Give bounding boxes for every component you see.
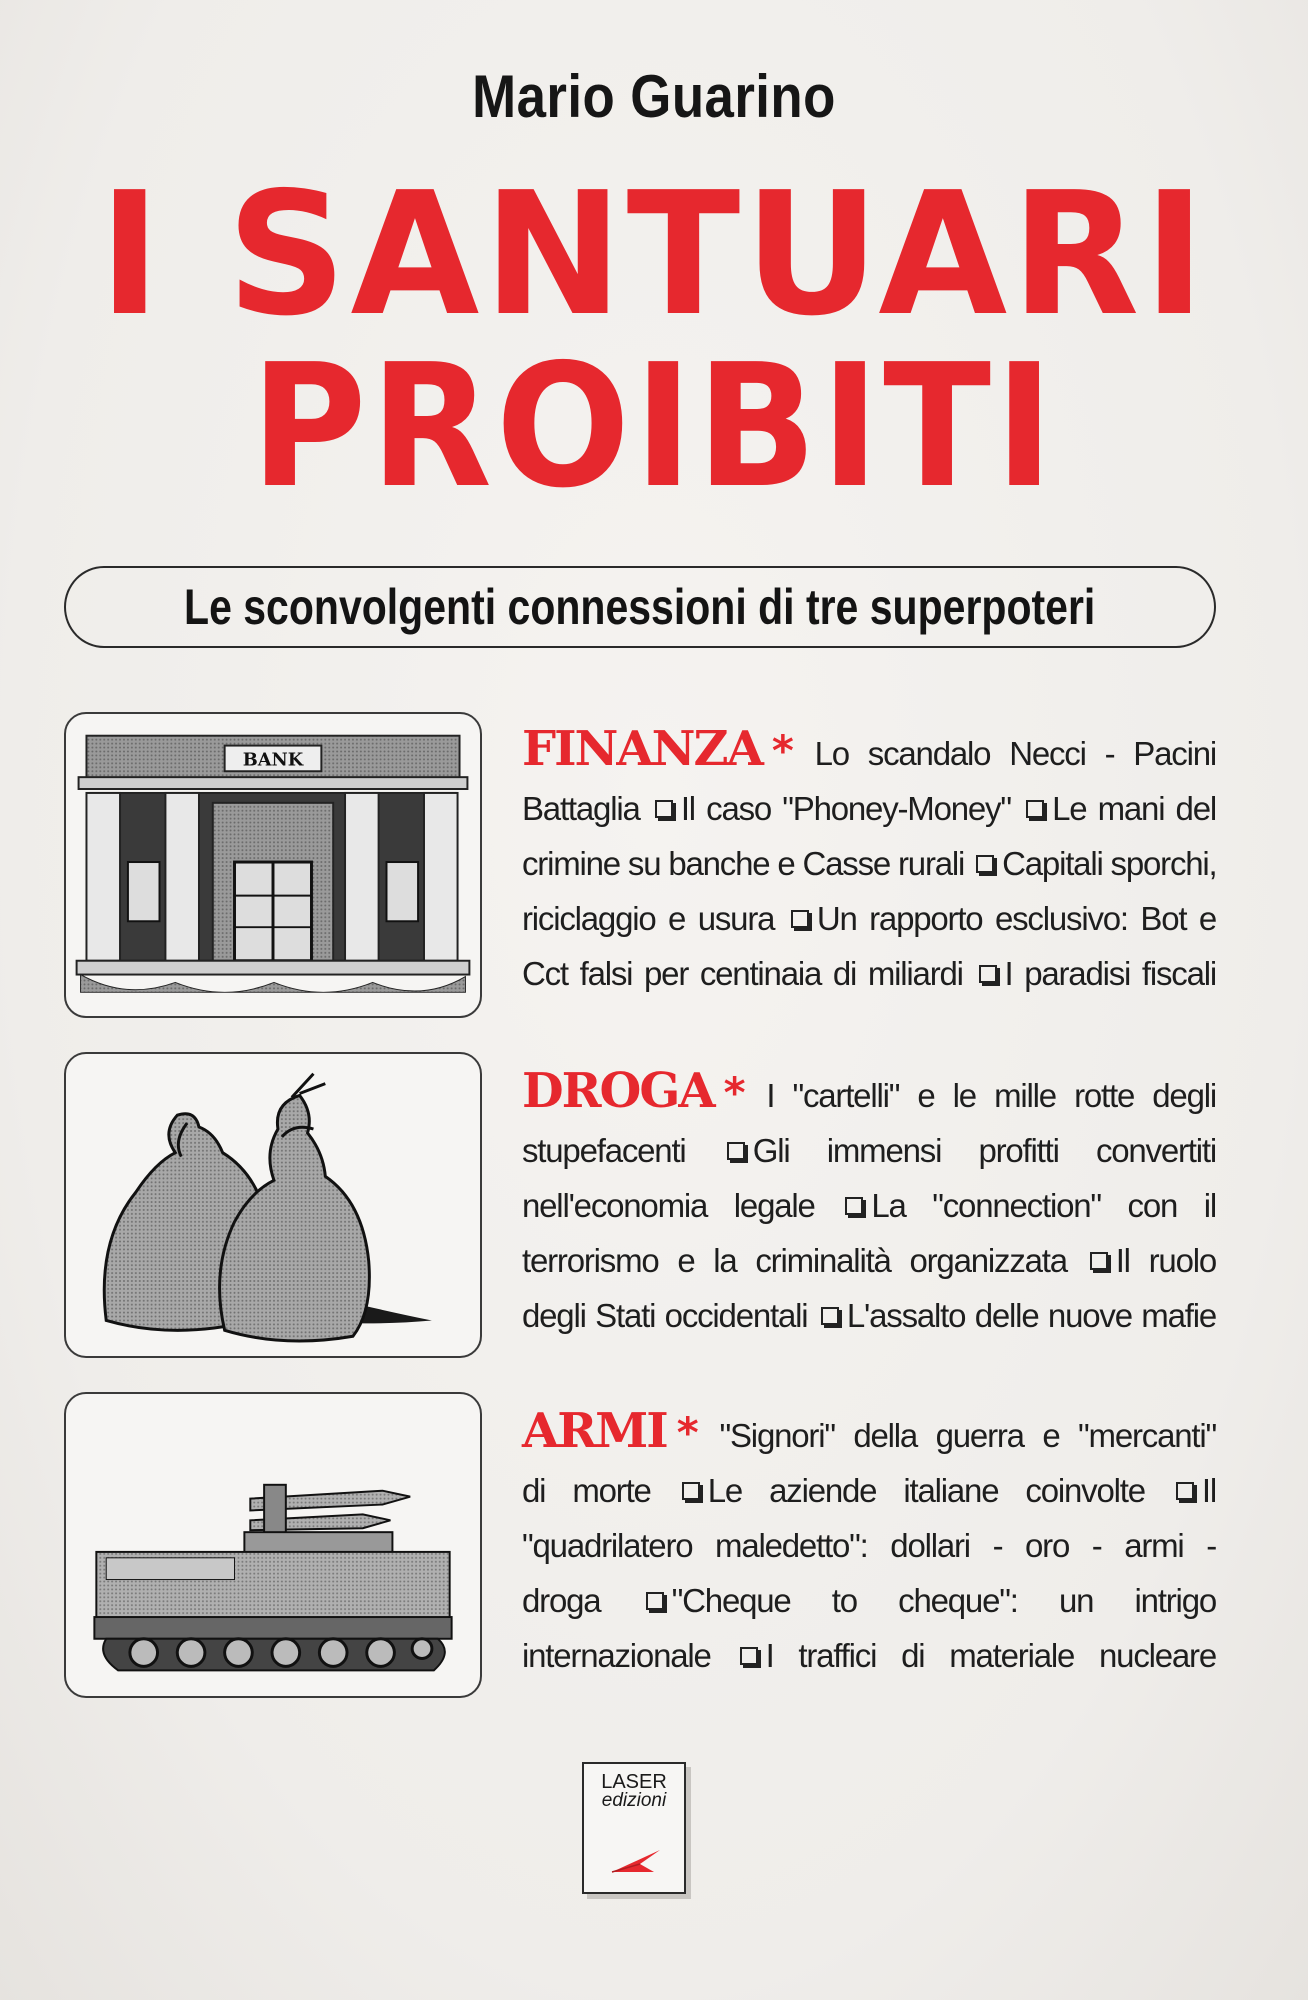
section-line	[522, 1404, 1216, 1463]
publisher-logo	[582, 1762, 686, 1894]
text-segment: Le aziende italiane coinvolte	[707, 1472, 1145, 1509]
section-heading: ARMI	[522, 1403, 667, 1459]
text-segment: Gli immensi profitti convertiti	[752, 1132, 1216, 1169]
section-line	[522, 1178, 1216, 1233]
section-line	[522, 1233, 1216, 1288]
box-bullet-icon	[821, 1307, 839, 1325]
section-droga-text	[522, 1064, 1216, 1343]
asterisk-icon: *	[723, 1068, 745, 1117]
arrow-icon	[610, 1842, 662, 1880]
text-segment: internazionale	[522, 1637, 711, 1674]
section-line	[522, 1573, 1216, 1628]
missile-launcher-icon	[66, 1394, 480, 1696]
title-line-2: PROIBITI	[250, 328, 1058, 526]
missile-vehicle-illustration	[64, 1392, 482, 1698]
money-sacks-icon	[66, 1054, 480, 1356]
text-segment: "quadrilatero maledetto": dollari - oro - armi -	[522, 1527, 1216, 1564]
box-bullet-icon	[727, 1142, 745, 1160]
publisher-subname: edizioni	[601, 1790, 667, 1811]
box-bullet-icon	[979, 965, 997, 983]
text-segment: Lo scandalo Necci - Pacini	[814, 735, 1216, 772]
section-heading: FINANZA	[522, 721, 762, 777]
section-line	[522, 836, 1216, 891]
text-segment: "Signori" della guerra e "mercanti"	[719, 1417, 1216, 1454]
section-finanza-text	[522, 722, 1216, 1001]
bank-building-icon	[66, 714, 480, 1016]
text-segment: I "cartelli" e le mille rotte degli	[766, 1077, 1216, 1114]
box-bullet-icon	[845, 1197, 863, 1215]
text-segment: "Cheque to cheque": un intrigo	[671, 1582, 1216, 1619]
text-segment: degli Stati occidentali	[522, 1297, 808, 1334]
text-segment: crimine su banche e Casse rurali	[522, 845, 965, 882]
box-bullet-icon	[646, 1592, 664, 1610]
text-segment: Il ruolo	[1115, 1242, 1217, 1279]
text-segment: di morte	[522, 1472, 651, 1509]
text-segment: L'assalto delle nuove mafie	[846, 1297, 1216, 1334]
text-segment: droga	[522, 1582, 601, 1619]
section-line	[522, 1288, 1216, 1343]
text-segment: stupefacenti	[522, 1132, 686, 1169]
section-line	[522, 1463, 1216, 1518]
section-line	[522, 1064, 1216, 1123]
bank-sign: BANK	[242, 749, 304, 771]
publisher-name: LASER	[601, 1771, 667, 1793]
text-segment: I traffici di materiale nucleare	[765, 1637, 1216, 1674]
box-bullet-icon	[740, 1647, 758, 1665]
box-bullet-icon	[791, 910, 809, 928]
text-segment: Il caso "Phoney-Money"	[680, 790, 1011, 827]
text-segment: La "connection" con il	[871, 1187, 1217, 1224]
section-line	[522, 891, 1216, 946]
section-line	[522, 1123, 1216, 1178]
section-armi-text	[522, 1404, 1216, 1683]
section-line	[522, 722, 1216, 781]
text-segment: nell'economia legale	[522, 1187, 815, 1224]
box-bullet-icon	[1026, 800, 1044, 818]
asterisk-icon: *	[676, 1408, 698, 1457]
section-line	[522, 1628, 1216, 1683]
text-segment: Battaglia	[522, 790, 640, 827]
subtitle-frame	[64, 566, 1216, 648]
section-armi	[522, 1404, 1216, 1683]
box-bullet-icon	[976, 855, 994, 873]
section-line	[522, 1518, 1216, 1573]
text-segment: Il	[1201, 1472, 1217, 1509]
text-segment: Un rapporto esclusivo: Bot e	[816, 900, 1217, 937]
box-bullet-icon	[682, 1482, 700, 1500]
sacks-illustration	[64, 1052, 482, 1358]
subtitle: Le sconvolgenti connessioni di tre superpoteri	[184, 579, 1096, 635]
section-droga	[522, 1064, 1216, 1343]
text-segment: Le mani del	[1052, 790, 1216, 827]
section-line	[522, 946, 1216, 1001]
section-heading: DROGA	[522, 1063, 714, 1119]
box-bullet-icon	[1090, 1252, 1108, 1270]
text-segment: Capitali sporchi,	[1002, 845, 1217, 882]
bank-illustration	[64, 712, 482, 1018]
box-bullet-icon	[1176, 1482, 1194, 1500]
section-finanza	[522, 722, 1216, 1001]
asterisk-icon: *	[771, 726, 793, 775]
box-bullet-icon	[655, 800, 673, 818]
text-segment: terrorismo e la criminalità organizzata	[522, 1242, 1067, 1279]
author-name: Mario Guarino	[472, 63, 836, 130]
title-line-1: I SANTUARI	[98, 156, 1210, 354]
text-segment: I paradisi fiscali	[1004, 955, 1217, 992]
text-segment: riciclaggio e usura	[522, 900, 775, 937]
section-line	[522, 781, 1216, 836]
text-segment: Cct falsi per centinaia di miliardi	[522, 955, 963, 992]
